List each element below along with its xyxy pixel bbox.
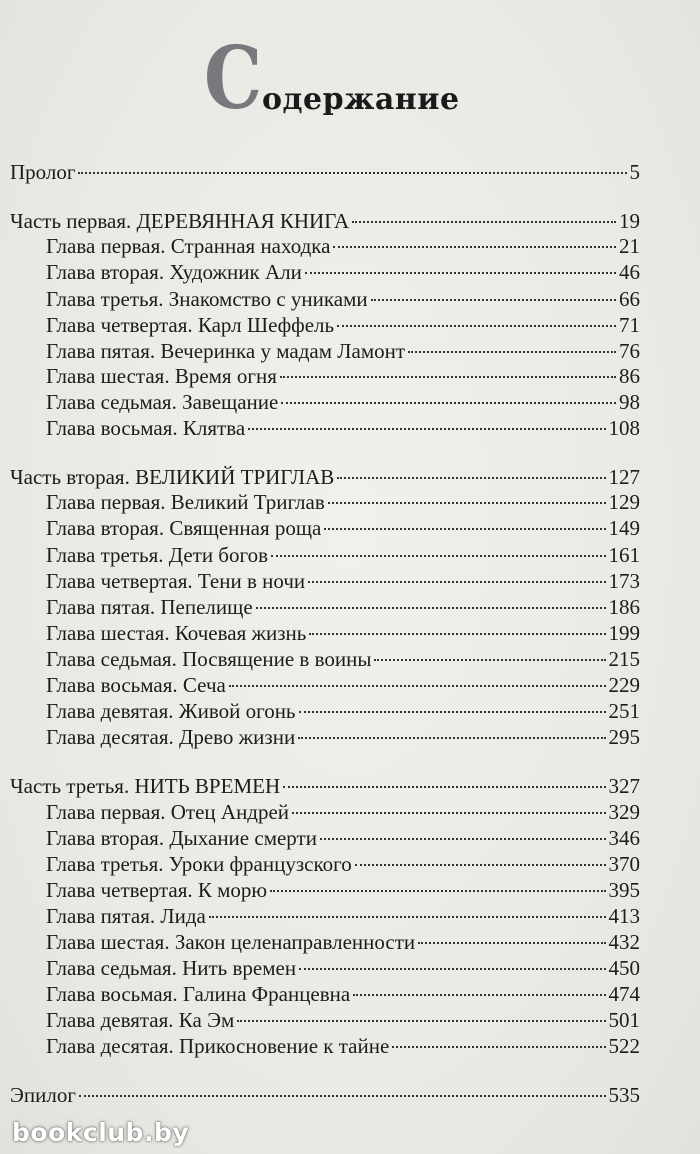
toc-entry-part	[10, 465, 640, 490]
leader-dots	[283, 786, 605, 788]
leader-dots	[352, 221, 616, 223]
toc-entry-page: 501	[608, 1008, 640, 1032]
toc-entry-title: Глава шестая. Время огня	[46, 364, 277, 388]
toc-entry-page: 370	[608, 852, 640, 876]
toc-entry-title: Глава восьмая. Сеча	[46, 673, 226, 697]
toc-entry-title: Глава четвертая. Тени в ночи	[46, 569, 306, 593]
toc-entry-page: 19	[619, 209, 640, 233]
toc-entry-epilogue	[10, 1083, 640, 1108]
toc-entry-chapter	[46, 595, 640, 620]
toc-entry-title: Глава шестая. Закон целенаправленности	[46, 930, 416, 954]
toc-entry-page: 108	[608, 416, 640, 440]
leader-dots	[298, 737, 605, 739]
toc-entry-title: Глава вторая. Дыхание смерти	[46, 826, 317, 850]
leader-dots	[355, 864, 606, 866]
toc-entry-title: Глава третья. Дети богов	[46, 543, 268, 567]
leader-dots	[299, 711, 606, 713]
toc-entry-page: 535	[608, 1083, 640, 1107]
leader-dots	[79, 1095, 606, 1097]
toc-entry-chapter	[46, 673, 640, 698]
toc-entry-chapter	[46, 569, 640, 594]
toc-entry-title: Глава седьмая. Завещание	[46, 390, 279, 414]
toc-entry-title: Часть первая. ДЕРЕВЯННАЯ КНИГА	[10, 209, 350, 233]
leader-dots	[308, 581, 605, 583]
toc-entry-title: Глава вторая. Художник Али	[46, 260, 302, 284]
leader-dots	[371, 299, 616, 301]
toc-entry-chapter	[46, 416, 640, 441]
leader-dots	[237, 1020, 605, 1022]
toc-entry-page: 474	[608, 982, 640, 1006]
toc-entry-chapter	[46, 852, 640, 877]
toc-entry-part	[10, 774, 640, 799]
toc-entry-page: 346	[608, 826, 640, 850]
toc-entry-page: 46	[619, 260, 640, 284]
leader-dots	[229, 685, 606, 687]
toc-entry-title: Глава третья. Знакомство с униками	[46, 287, 368, 311]
toc-entry-page: 329	[608, 800, 640, 824]
toc-entry-title: Глава четвертая. К морю	[46, 878, 268, 902]
leader-dots	[353, 994, 605, 996]
toc-entry-title: Глава седьмая. Посвящение в воины	[46, 647, 372, 671]
page-title-text: одержание	[262, 82, 460, 117]
toc-entry-chapter	[46, 390, 640, 415]
toc-entry-page: 161	[608, 543, 640, 567]
toc-entry-page: 199	[608, 621, 640, 645]
toc-entry-page: 98	[619, 390, 640, 414]
toc-entry-page: 522	[608, 1034, 640, 1058]
toc-entry-title: Глава первая. Великий Триглав	[46, 490, 325, 514]
toc-entry-chapter	[46, 287, 640, 312]
drop-cap-initial: С	[204, 28, 263, 129]
toc-entry-chapter	[46, 982, 640, 1007]
leader-dots	[281, 402, 616, 404]
leader-dots	[305, 272, 616, 274]
leader-dots	[324, 528, 605, 530]
toc-entry-part	[10, 209, 640, 234]
toc-entry-page: 5	[629, 160, 640, 184]
leader-dots	[292, 812, 605, 814]
leader-dots	[248, 428, 605, 430]
toc-entry-page: 149	[608, 516, 640, 540]
toc-entry-chapter	[46, 543, 640, 568]
leader-dots	[337, 325, 616, 327]
leader-dots	[392, 1046, 605, 1048]
toc-entry-title: Глава девятая. Живой огонь	[46, 699, 296, 723]
toc-entry-page: 71	[619, 313, 640, 337]
toc-entry-chapter	[46, 1008, 640, 1033]
toc-entry-chapter	[46, 516, 640, 541]
toc-entry-page: 129	[608, 490, 640, 514]
leader-dots	[280, 376, 616, 378]
page-title	[198, 28, 498, 130]
toc-entry-chapter	[46, 313, 640, 338]
toc-entry-title: Глава пятая. Пепелище	[46, 595, 253, 619]
toc-entry-title: Пролог	[10, 160, 76, 184]
toc-entry-title: Эпилог	[10, 1083, 76, 1107]
leader-dots	[270, 890, 605, 892]
leader-dots	[408, 351, 616, 353]
toc-entry-chapter	[46, 260, 640, 285]
toc-entry-page: 76	[619, 339, 640, 363]
toc-entry-chapter	[46, 904, 640, 929]
leader-dots	[418, 942, 605, 944]
toc-entry-title: Часть вторая. ВЕЛИКИЙ ТРИГЛАВ	[10, 465, 335, 489]
leader-dots	[320, 838, 606, 840]
leader-dots	[328, 502, 606, 504]
leader-dots	[256, 607, 606, 609]
toc-entry-page: 432	[608, 930, 640, 954]
toc-entry-chapter	[46, 930, 640, 955]
toc-entry-chapter	[46, 364, 640, 389]
toc-entry-title: Глава первая. Отец Андрей	[46, 800, 290, 824]
toc-entry-title: Глава шестая. Кочевая жизнь	[46, 621, 307, 645]
toc-entry-page: 173	[608, 569, 640, 593]
toc-entry-chapter	[46, 826, 640, 851]
toc-entry-chapter	[46, 647, 640, 672]
toc-entry-chapter	[46, 878, 640, 903]
toc-entry-chapter	[46, 725, 640, 750]
leader-dots	[209, 916, 606, 918]
toc-entry-page: 86	[619, 364, 640, 388]
toc-entry-title: Глава восьмая. Клятва	[46, 416, 246, 440]
toc-entry-title: Глава девятая. Ка Эм	[46, 1008, 235, 1032]
toc-entry-title: Глава пятая. Вечеринка у мадам Ламонт	[46, 339, 406, 363]
toc-entry-page: 395	[608, 878, 640, 902]
leader-dots	[299, 968, 605, 970]
toc-entry-title: Глава третья. Уроки французского	[46, 852, 352, 876]
toc-entry-chapter	[46, 800, 640, 825]
toc-entry-prologue	[10, 160, 640, 185]
toc-entry-chapter	[46, 339, 640, 364]
toc-entry-page: 413	[608, 904, 640, 928]
toc-entry-title: Глава десятая. Прикосновение к тайне	[46, 1034, 390, 1058]
leader-dots	[337, 477, 605, 479]
leader-dots	[271, 555, 606, 557]
leader-dots	[333, 246, 616, 248]
leader-dots	[374, 659, 605, 661]
leader-dots	[78, 172, 626, 174]
toc-entry-title: Глава первая. Странная находка	[46, 234, 331, 258]
toc-entry-chapter	[46, 1034, 640, 1059]
toc-entry-page: 251	[608, 699, 640, 723]
toc-entry-title: Глава седьмая. Нить времен	[46, 956, 297, 980]
toc-entry-page: 127	[608, 465, 640, 489]
toc-entry-title: Глава восьмая. Галина Францевна	[46, 982, 351, 1006]
toc-entry-title: Глава вторая. Священная роща	[46, 516, 322, 540]
toc-entry-page: 229	[608, 673, 640, 697]
toc-entry-title: Часть третья. НИТЬ ВРЕМЕН	[10, 774, 281, 798]
toc-entry-chapter	[46, 699, 640, 724]
leader-dots	[309, 633, 605, 635]
toc-entry-page: 295	[608, 725, 640, 749]
toc-entry-title: Глава четвертая. Карл Шеффель	[46, 313, 335, 337]
toc-entry-page: 215	[608, 647, 640, 671]
toc-entry-chapter	[46, 621, 640, 646]
toc-entry-chapter	[46, 234, 640, 259]
toc-entry-page: 66	[619, 287, 640, 311]
toc-entry-title: Глава пятая. Лида	[46, 904, 206, 928]
site-watermark: bookclub.by	[12, 1118, 190, 1147]
toc-entry-page: 450	[608, 956, 640, 980]
toc-entry-chapter	[46, 490, 640, 515]
toc-entry-title: Глава десятая. Древо жизни	[46, 725, 296, 749]
toc-entry-page: 21	[619, 234, 640, 258]
toc-entry-page: 327	[608, 774, 640, 798]
toc-entry-page: 186	[608, 595, 640, 619]
toc-entry-chapter	[46, 956, 640, 981]
